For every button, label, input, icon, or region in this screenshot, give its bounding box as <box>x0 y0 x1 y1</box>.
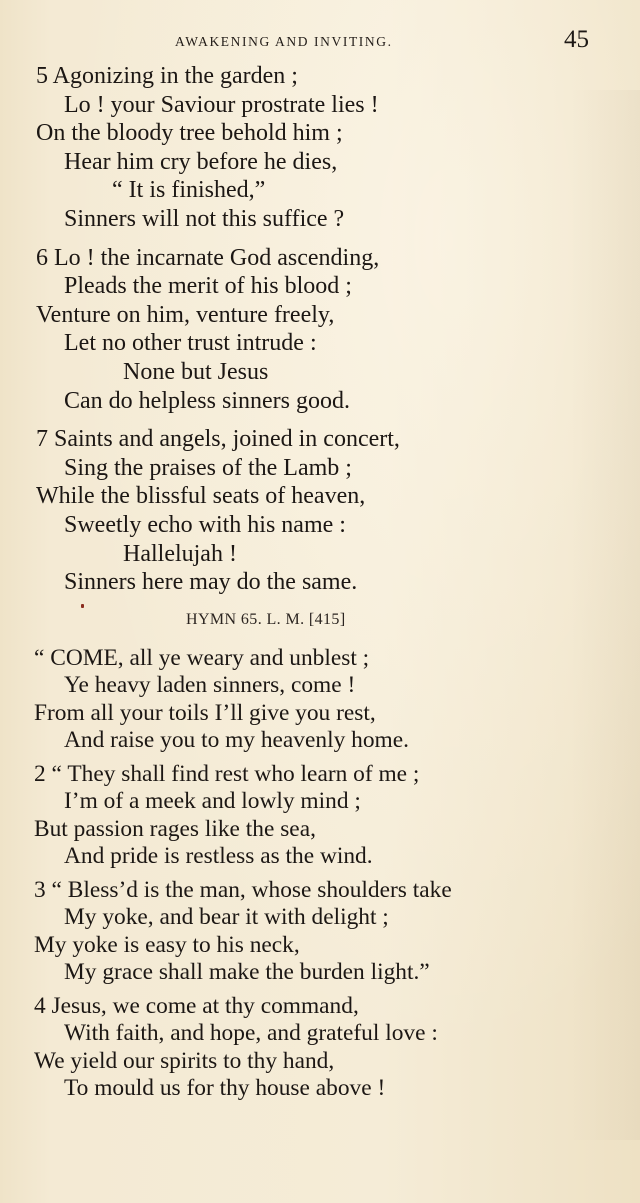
verse-line: 3 “ Bless’d is the man, whose shoulders take <box>34 876 452 903</box>
ink-speck <box>81 604 84 608</box>
hymn-65-stanza-2 <box>0 761 640 871</box>
hymn-65-stanza-4 <box>0 993 640 1103</box>
hymn-65-stanza-1 <box>0 645 640 755</box>
verse-line: Let no other trust intrude : <box>64 330 317 357</box>
verse-line: My yoke is easy to his neck, <box>34 931 300 958</box>
verse-line: “ COME, all ye weary and unblest ; <box>34 644 370 671</box>
verse-line: Sinners here may do the same. <box>64 569 358 596</box>
stanza-6 <box>0 244 640 416</box>
verse-line: My grace shall make the burden light.” <box>64 959 430 986</box>
stanza-5 <box>0 62 640 234</box>
verse-line: And pride is restless as the wind. <box>64 843 373 870</box>
verse-line: 6 Lo ! the incarnate God ascending, <box>36 244 380 271</box>
verse-line: Lo ! your Saviour prostrate lies ! <box>64 91 379 118</box>
page-text <box>0 62 640 1103</box>
verse-line: On the bloody tree behold him ; <box>36 120 343 147</box>
verse-line: Sweetly echo with his name : <box>64 511 346 538</box>
verse-line: While the blissful seats of heaven, <box>36 483 366 510</box>
verse-line: Hallelujah ! <box>123 540 237 567</box>
page-number: 45 <box>564 26 589 53</box>
stanza-7 <box>0 425 640 597</box>
verse-line: Ye heavy laden sinners, come ! <box>64 672 356 699</box>
verse-line: “ It is finished,” <box>112 177 266 204</box>
verse-line: To mould us for thy house above ! <box>64 1075 386 1102</box>
running-head: AWAKENING AND INVITING. <box>175 34 393 49</box>
verse-line: 4 Jesus, we come at thy command, <box>34 992 359 1019</box>
verse-line: My yoke, and bear it with delight ; <box>64 904 389 931</box>
verse-line: Venture on him, venture freely, <box>36 301 335 328</box>
verse-line: And raise you to my heavenly home. <box>64 727 409 754</box>
verse-line: 2 “ They shall find rest who learn of me ; <box>34 760 420 787</box>
verse-line: 5 Agonizing in the garden ; <box>36 63 298 89</box>
verse-line: I’m of a meek and lowly mind ; <box>64 788 361 815</box>
verse-line: None but Jesus <box>123 358 269 385</box>
verse-line: With faith, and hope, and grateful love : <box>64 1020 438 1047</box>
verse-line: Hear him cry before he dies, <box>64 148 338 175</box>
verse-line: We yield our spirits to thy hand, <box>34 1047 335 1074</box>
verse-line: Pleads the merit of his blood ; <box>64 273 352 300</box>
verse-line: Sinners will not this suffice ? <box>64 205 345 232</box>
verse-line: But passion rages like the sea, <box>34 815 316 842</box>
verse-line: Sing the praises of the Lamb ; <box>64 454 352 481</box>
page-header <box>0 26 640 60</box>
hymn-65-stanza-3 <box>0 877 640 987</box>
hymn-heading: HYMN 65. L. M. [415] <box>186 610 346 628</box>
verse-line: 7 Saints and angels, joined in concert, <box>36 426 400 453</box>
verse-line: From all your toils I’ll give you rest, <box>34 699 376 726</box>
verse-line: Can do helpless sinners good. <box>64 387 350 414</box>
